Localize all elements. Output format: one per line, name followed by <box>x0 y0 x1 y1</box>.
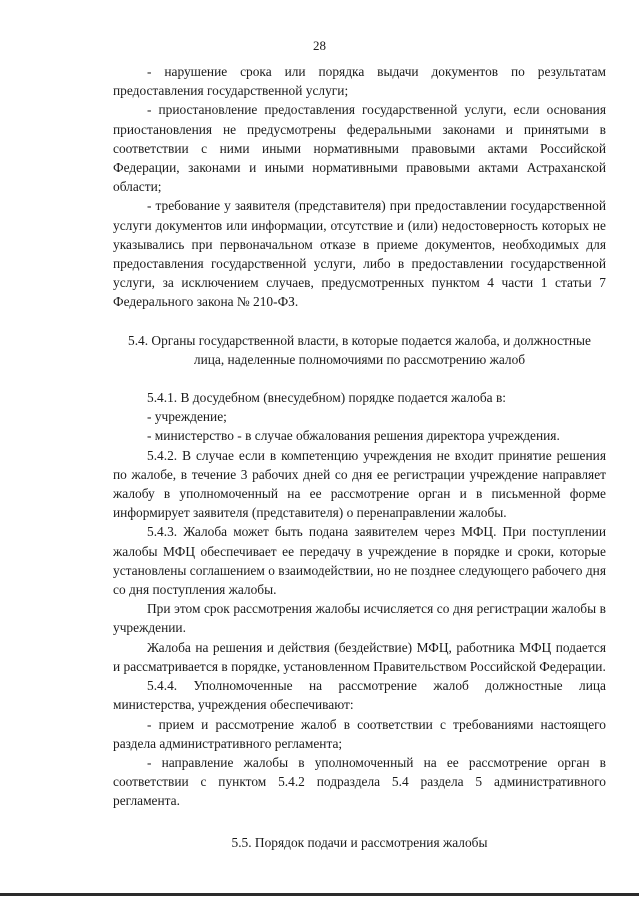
paragraph: При этом срок рассмотрения жалобы исчисляется со дня регистрации жалобы в учреждении. <box>113 601 606 636</box>
paragraph: 5.4.1. В досудебном (внесудебном) порядке подается жалоба в: <box>147 390 506 406</box>
paragraph: 5.4.4. Уполномоченные на рассмотрение жалоб должностные лица министерства, учреждения обеспечивают: <box>113 678 606 713</box>
paragraph: - нарушение срока или порядка выдачи документов по результатам предоставления государственной услуги; <box>113 64 606 99</box>
paragraph: - учреждение; <box>147 409 227 425</box>
paragraph: 5.4.2. В случае если в компетенцию учреждения не входит принятие решения по жалобе, в течение 3 рабочих дней со дня ее регистрации учреждение направляет жалобу в уполномоченный на ее рассмотрение орган и в письменной форме информирует заявителя (представителя) о перенаправлении жалобы. <box>113 447 606 521</box>
page-number: 28 <box>313 38 326 53</box>
paragraph: - приостановление предоставления государственной услуги, если основания приостановления не предусмотрены федеральными законами и принятыми в соответствии с ними иными нормативными правовыми актами Российской Федерации, законами и иными нормативными правовыми актами Астраханской области; <box>113 102 606 195</box>
paragraph: - направление жалобы в уполномоченный на ее рассмотрение орган в соответствии с пунктом 5.4.2 подраздела 5.4 раздела 5 административного регламента. <box>113 754 606 809</box>
section-heading-5-4: 5.4. Органы государственной власти, в которые подается жалоба, и должностные лица, наделенные полномочиями по рассмотрению жалоб <box>128 332 591 367</box>
scan-bottom-edge <box>0 893 639 896</box>
paragraph: 5.4.3. Жалоба может быть подана заявителем через МФЦ. При поступлении жалобы МФЦ обеспечивает ее передачу в учреждение в порядке и сроки, которые установлены соглашением о взаимодействии, но не позднее следующего рабочего дня со дня поступления жалобы. <box>113 524 606 598</box>
paragraph: - требование у заявителя (представителя) при предоставлении государственной услуги документов или информации, отсутствие и (или) недостоверность которых не указывались при первоначальном отказе в приеме документов, необходимых для предоставления государственной услуги, либо в предоставлении государственной услуги, за исключением случаев, предусмотренных пунктом 4 части 1 статьи 7 Федерального закона № 210-ФЗ. <box>113 198 606 310</box>
paragraph: - министерство - в случае обжалования решения директора учреждения. <box>147 428 560 444</box>
document-body <box>113 62 606 852</box>
section-heading-5-5: 5.5. Порядок подачи и рассмотрения жалобы <box>231 834 488 850</box>
paragraph: - прием и рассмотрение жалоб в соответствии с требованиями настоящего раздела административного регламента; <box>113 716 606 751</box>
paragraph: Жалоба на решения и действия (бездействие) МФЦ, работника МФЦ подается и рассматривается в порядке, установленном Правительством Российской Федерации. <box>113 639 606 674</box>
